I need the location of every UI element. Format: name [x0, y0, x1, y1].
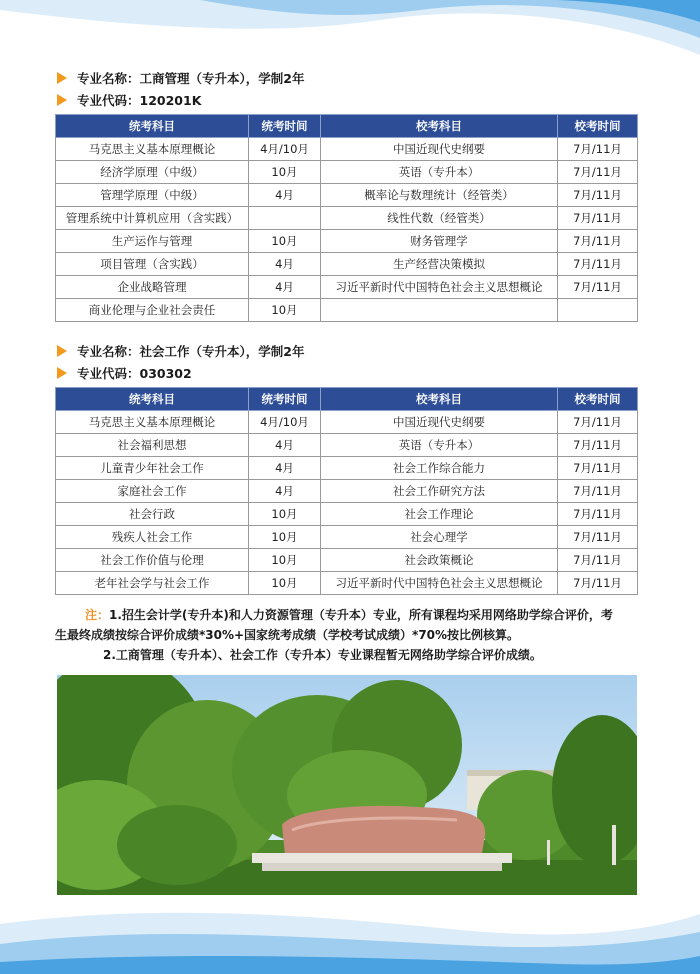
- school-time-cell: 7月/11月: [558, 161, 638, 184]
- table-row: [56, 276, 638, 299]
- national-time-cell: 4月/10月: [249, 138, 321, 161]
- table-row: [56, 207, 638, 230]
- national-subject-cell: 项目管理（含实践）: [56, 253, 249, 276]
- school-subject-cell: 社会工作研究方法: [321, 480, 558, 503]
- note-line-1: [55, 605, 645, 625]
- major-name-value: 社会工作（专升本），学制2年: [139, 344, 305, 359]
- school-time-cell: 7月/11月: [558, 207, 638, 230]
- note-label: 注：: [85, 608, 110, 622]
- table-row: [56, 253, 638, 276]
- school-subject-cell: 中国近现代史纲要: [321, 411, 558, 434]
- national-subject-cell: 儿童青少年社会工作: [56, 457, 249, 480]
- header-school-subject: 校考科目: [321, 388, 558, 411]
- major-section-business: [55, 68, 637, 322]
- table-header-row: [56, 388, 638, 411]
- major-code-label: 专业代码：: [77, 366, 140, 381]
- national-time-cell: [249, 207, 321, 230]
- school-subject-cell: 中国近现代史纲要: [321, 138, 558, 161]
- header-national-time: 统考时间: [249, 388, 321, 411]
- course-schedule-table: [55, 114, 638, 322]
- national-time-cell: 10月: [249, 572, 321, 595]
- table-row: [56, 526, 638, 549]
- major-name-line: [55, 341, 637, 361]
- major-name-label: 专业名称：: [77, 344, 140, 359]
- table-header-row: [56, 115, 638, 138]
- notes-block: [55, 605, 645, 665]
- major-name-line: [55, 68, 637, 88]
- school-time-cell: 7月/11月: [558, 138, 638, 161]
- major-code-line: [55, 363, 637, 383]
- national-subject-cell: 管理系统中计算机应用（含实践）: [56, 207, 249, 230]
- table-row: [56, 184, 638, 207]
- national-subject-cell: 老年社会学与社会工作: [56, 572, 249, 595]
- national-subject-cell: 生产运作与管理: [56, 230, 249, 253]
- major-name-value: 工商管理（专升本），学制2年: [139, 71, 305, 86]
- header-national-subject: 统考科目: [56, 388, 249, 411]
- school-time-cell: 7月/11月: [558, 572, 638, 595]
- school-subject-cell: 社会心理学: [321, 526, 558, 549]
- header-national-time: 统考时间: [249, 115, 321, 138]
- national-subject-cell: 社会行政: [56, 503, 249, 526]
- table-row: [56, 161, 638, 184]
- table-row: [56, 549, 638, 572]
- school-subject-cell: 社会工作综合能力: [321, 457, 558, 480]
- school-subject-cell: 英语（专升本）: [321, 161, 558, 184]
- national-time-cell: 4月: [249, 480, 321, 503]
- school-subject-cell: 英语（专升本）: [321, 434, 558, 457]
- national-time-cell: 10月: [249, 549, 321, 572]
- national-time-cell: 10月: [249, 299, 321, 322]
- table-row: [56, 503, 638, 526]
- national-time-cell: 10月: [249, 230, 321, 253]
- table-row: [56, 572, 638, 595]
- header-school-subject: 校考科目: [321, 115, 558, 138]
- national-subject-cell: 企业战略管理: [56, 276, 249, 299]
- header-national-subject: 统考科目: [56, 115, 249, 138]
- note-text-2: 生最终成绩按综合评价成绩*30%+国家统考成绩（学校考试成绩）*70%按比例核算。: [55, 628, 520, 642]
- school-time-cell: 7月/11月: [558, 480, 638, 503]
- national-subject-cell: 管理学原理（中级）: [56, 184, 249, 207]
- school-time-cell: 7月/11月: [558, 411, 638, 434]
- school-time-cell: 7月/11月: [558, 526, 638, 549]
- national-time-cell: 4月/10月: [249, 411, 321, 434]
- national-subject-cell: 社会工作价值与伦理: [56, 549, 249, 572]
- school-subject-cell: 习近平新时代中国特色社会主义思想概论: [321, 572, 558, 595]
- school-time-cell: 7月/11月: [558, 230, 638, 253]
- note-text-3: 2.工商管理（专升本）、社会工作（专升本）专业课程暂无网络助学综合评价成绩。: [103, 648, 542, 662]
- national-time-cell: 10月: [249, 161, 321, 184]
- school-subject-cell: 社会工作理论: [321, 503, 558, 526]
- header-school-time: 校考时间: [558, 388, 638, 411]
- national-subject-cell: 马克思主义基本原理概论: [56, 411, 249, 434]
- header-school-time: 校考时间: [558, 115, 638, 138]
- national-time-cell: 4月: [249, 184, 321, 207]
- school-time-cell: 7月/11月: [558, 503, 638, 526]
- national-subject-cell: 马克思主义基本原理概论: [56, 138, 249, 161]
- table-row: [56, 299, 638, 322]
- table-row: [56, 411, 638, 434]
- table-row: [56, 434, 638, 457]
- school-subject-cell: 概率论与数理统计（经管类）: [321, 184, 558, 207]
- campus-photo: [57, 675, 637, 895]
- school-time-cell: 7月/11月: [558, 253, 638, 276]
- school-subject-cell: 习近平新时代中国特色社会主义思想概论: [321, 276, 558, 299]
- national-subject-cell: 残疾人社会工作: [56, 526, 249, 549]
- arrow-bullet-icon: [57, 345, 67, 357]
- course-schedule-table: [55, 387, 638, 595]
- table-row: [56, 230, 638, 253]
- national-time-cell: 4月: [249, 457, 321, 480]
- national-time-cell: 10月: [249, 503, 321, 526]
- major-section-social-work: [55, 341, 637, 595]
- major-name-label: 专业名称：: [77, 71, 140, 86]
- school-time-cell: [558, 299, 638, 322]
- national-time-cell: 4月: [249, 276, 321, 299]
- arrow-bullet-icon: [57, 72, 67, 84]
- national-subject-cell: 商业伦理与企业社会责任: [56, 299, 249, 322]
- major-code-line: [55, 90, 637, 110]
- school-subject-cell: 线性代数（经管类）: [321, 207, 558, 230]
- major-code-value: 120201K: [139, 92, 202, 108]
- arrow-bullet-icon: [57, 367, 67, 379]
- school-time-cell: 7月/11月: [558, 434, 638, 457]
- major-code-value: 030302: [139, 365, 192, 381]
- school-time-cell: 7月/11月: [558, 184, 638, 207]
- national-time-cell: 4月: [249, 434, 321, 457]
- school-time-cell: 7月/11月: [558, 549, 638, 572]
- school-time-cell: 7月/11月: [558, 276, 638, 299]
- national-subject-cell: 社会福利思想: [56, 434, 249, 457]
- school-subject-cell: [321, 299, 558, 322]
- school-subject-cell: 财务管理学: [321, 230, 558, 253]
- table-row: [56, 457, 638, 480]
- national-subject-cell: 家庭社会工作: [56, 480, 249, 503]
- table-row: [56, 480, 638, 503]
- arrow-bullet-icon: [57, 94, 67, 106]
- campus-photo-illustration: [57, 675, 637, 895]
- national-time-cell: 4月: [249, 253, 321, 276]
- school-subject-cell: 生产经营决策模拟: [321, 253, 558, 276]
- national-subject-cell: 经济学原理（中级）: [56, 161, 249, 184]
- national-time-cell: 10月: [249, 526, 321, 549]
- table-row: [56, 138, 638, 161]
- school-time-cell: 7月/11月: [558, 457, 638, 480]
- school-subject-cell: 社会政策概论: [321, 549, 558, 572]
- note-text-1: 1.招生会计学(专升本)和人力资源管理（专升本）专业，所有课程均采用网络助学综合评价，考: [109, 608, 613, 622]
- major-code-label: 专业代码：: [77, 93, 140, 108]
- bottom-wave-decoration: [0, 884, 700, 974]
